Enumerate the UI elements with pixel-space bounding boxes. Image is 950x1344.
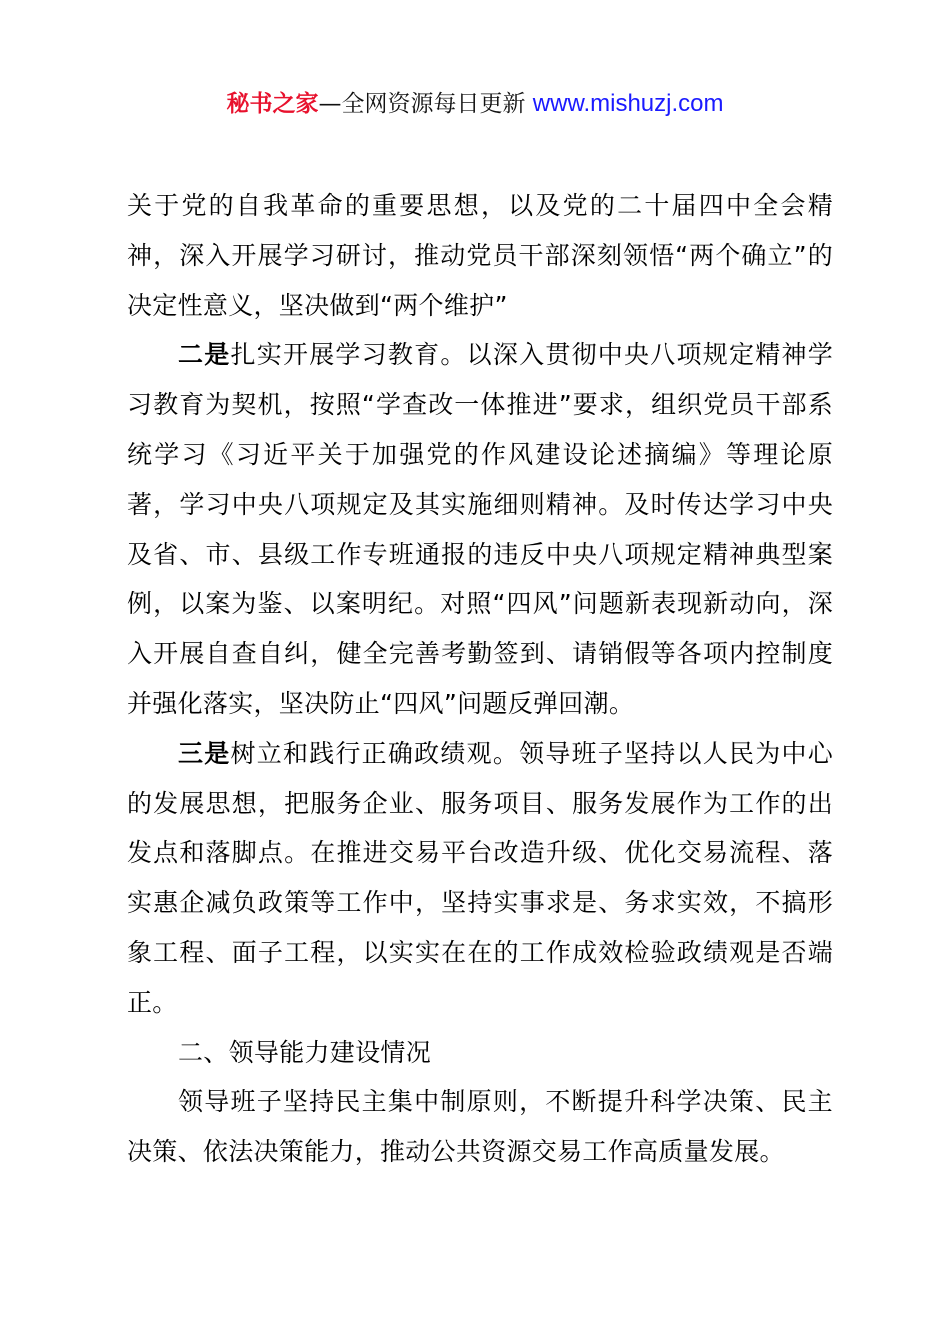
paragraph-text: 树立和践行正确政绩观。领导班子坚持以人民为中心的发展思想，把服务企业、服务项目、服务发展作为工作的出发点和落脚点。在推进交易平台改造升级、优化交易流程、落实惠企减负政策等工作中，坚持实事求是、务求实效，不搞形象工程、面子工程，以实实在在的工作成效检验政绩观是否端正。 [127, 738, 833, 1017]
paragraph-leadership-ability: 领导班子坚持民主集中制原则，不断提升科学决策、民主决策、依法决策能力，推动公共资源交易工作高质量发展。 [127, 1087, 833, 1167]
paragraph-lead-three: 三是 [178, 738, 231, 768]
page-header [0, 86, 950, 122]
document-body [127, 181, 833, 1177]
paragraph-text: 扎实开展学习教育。以深入贯彻中央八项规定精神学习教育为契机，按照“学查改一体推进”要求，组织党员干部系统学习《习近平关于加强党的作风建设论述摘编》等理论原著，学习中央八项规定及其实施细则精神。及时传达学习中央及省、市、县级工作专班通报的违反中央八项规定精神典型案例，以案为鉴、以案明纪。对照“四风”问题新表现新动向，深入开展自查自纠，健全完善考勤签到、请销假等各项内控制度并强化落实，坚决防止“四风”问题反弹回潮。 [127, 340, 833, 718]
paragraph-study-education [127, 330, 833, 728]
brand-name: 秘书之家 [226, 91, 319, 117]
header-tagline: —全网资源每日更新 [318, 91, 526, 117]
section-heading: 二、领导能力建设情况 [178, 1037, 432, 1067]
paragraph-lead-two: 二是 [178, 340, 231, 370]
paragraph-performance-view [127, 729, 833, 1028]
site-url-link[interactable]: www.mishuzj.com [532, 90, 724, 117]
paragraph-continuation: 关于党的自我革命的重要思想，以及党的二十届四中全会精神，深入开展学习研讨，推动党员干部深刻领悟“两个确立”的决定性意义，坚决做到“两个维护” [127, 191, 833, 320]
